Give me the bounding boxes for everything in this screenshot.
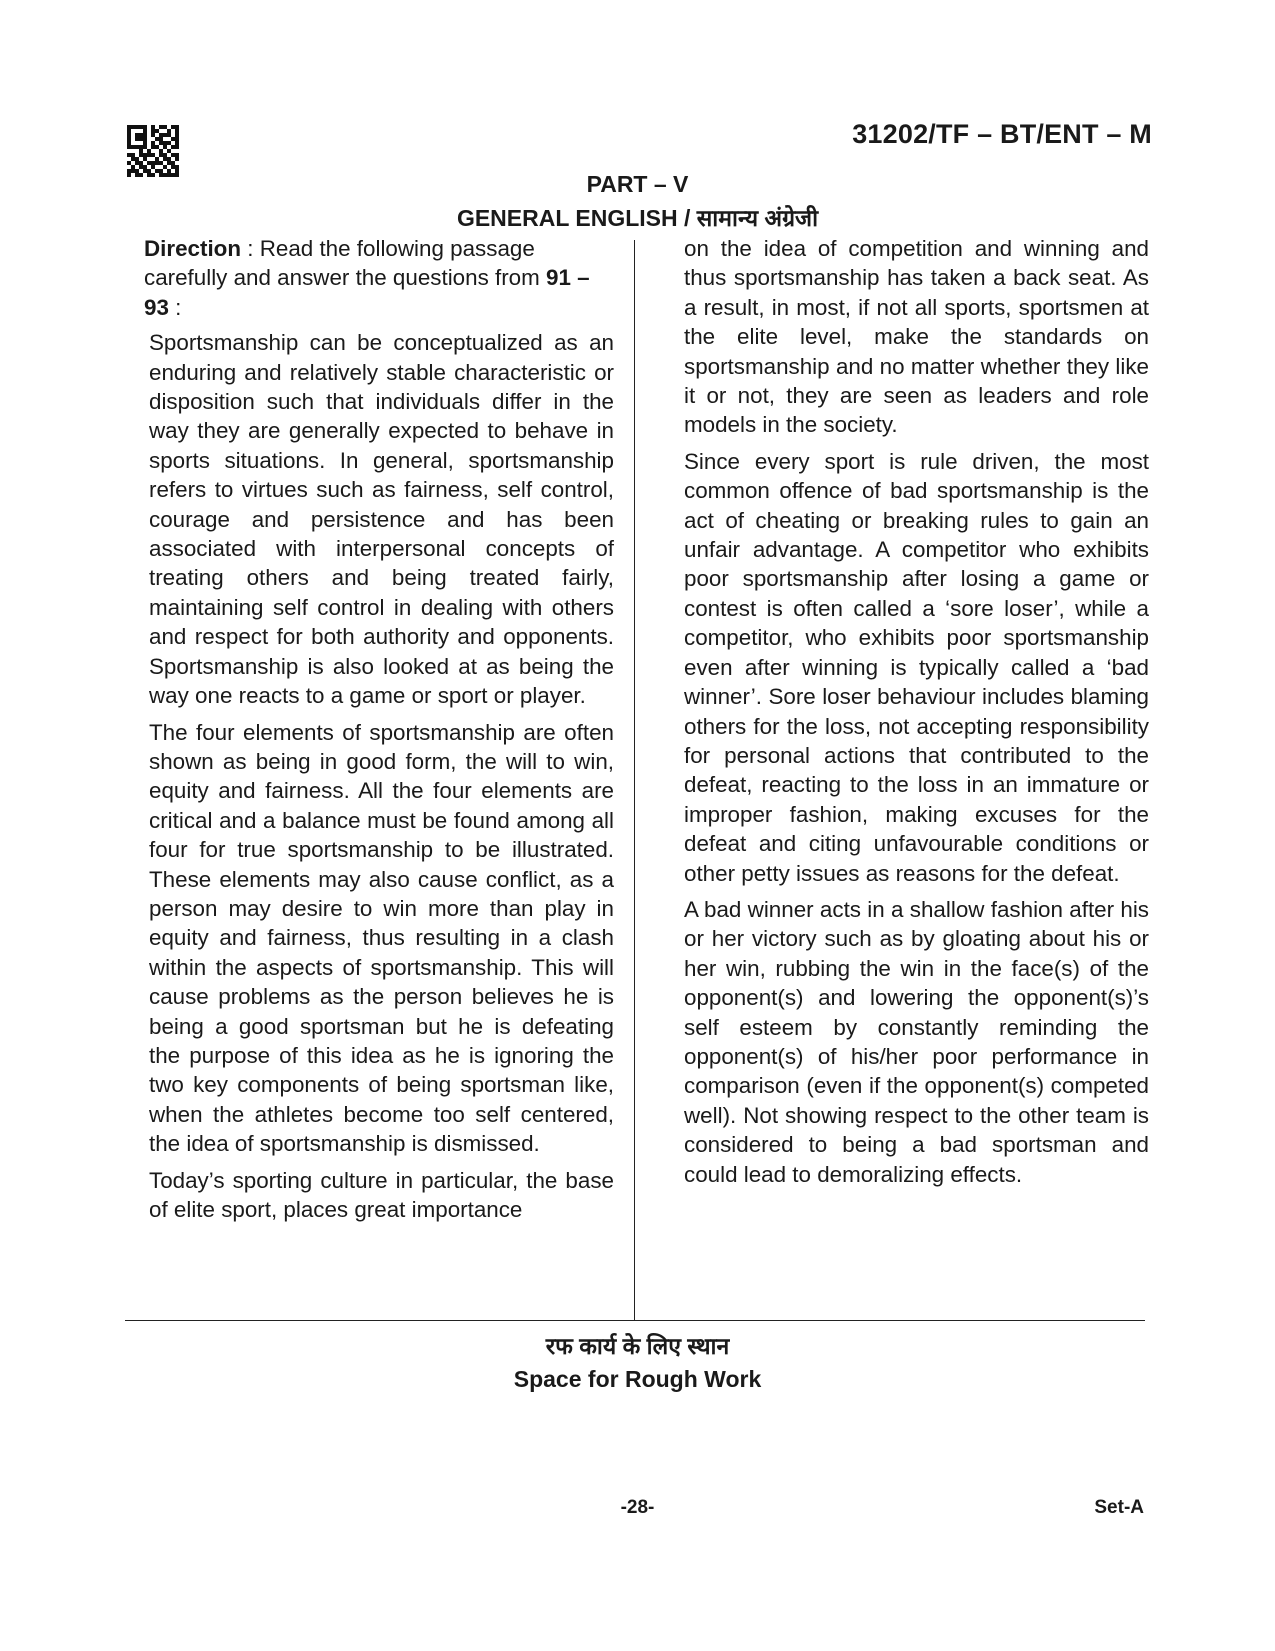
direction-label: Direction xyxy=(144,236,242,261)
qr-code-icon xyxy=(127,125,179,177)
passage-paragraph: A bad winner acts in a shallow fashion after his or her victory such as by gloating about his or her win, rubbing the win in the face(s) of the opponent(s) and lowering the opponent(s)’s self esteem by constantly reminding the opponent(s) of his/her poor performance in comparison (even if the opponent(s) competed well). Not showing respect to the other team is considered to being a bad sportsman and could lead to demoralizing effects. xyxy=(684,896,1149,1187)
passage-paragraph: The four elements of sportsmanship are often shown as being in good form, the will to win, equity and fairness. All the four elements are critical and a balance must be found among all four for true sportsmanship to be illustrated. These elements may also cause conflict, as a person may desire to win more than play in equity and fairness, thus resulting in a clash within the aspects of sportsmanship. This will cause problems as the person believes he is being a good sportsman but he is defeating the purpose of this idea as he is ignoring the two key components of being sportsman like, when the athletes become too self centered, the idea of sportsmanship is dismissed. xyxy=(149,719,614,1157)
part-heading: PART – V xyxy=(586,171,689,197)
passage-paragraph: Since every sport is rule driven, the most common offence of bad sportsmanship is the act of cheating or breaking rules to gain an unfair advantage. A competitor who exhibits poor sportsmanship after losing a game or contest is often called a ‘sore loser’, while a competitor, who exhibits poor sportsmanship even after winning is typically called a ‘bad winner’. Sore loser behaviour includes blaming others for the loss, not accepting responsibility for personal actions that contributed to the defeat, reacting to the loss in an immature or improper fashion, making excuses for the defeat and citing unfavourable conditions or other petty issues as reasons for the defeat. xyxy=(684,448,1149,886)
section-divider xyxy=(125,1320,1145,1321)
direction-body: : Read the following passage carefully and answer the questions from xyxy=(144,236,546,291)
rough-work-hindi: रफ कार्य के लिए स्थान xyxy=(545,1333,730,1359)
paper-code: 31202/TF – BT/ENT – M xyxy=(852,119,1152,149)
question-range: 91 – 93 xyxy=(144,265,590,320)
direction-suffix: : xyxy=(168,294,182,320)
passage-paragraph: on the idea of competition and winning and thus sportsmanship has taken a back seat. As a result, in most, if not all sports, sportsmen at the elite level, make the standards on sportsmanship and no matter whether they like it or not, they are seen as leaders and role models in the society. xyxy=(684,236,1149,438)
passage-paragraph: Today’s sporting culture in particular, the base of elite sport, places great importance xyxy=(149,1167,614,1222)
direction-text xyxy=(144,234,614,322)
passage-paragraph: Sportsmanship can be conceptualized as an enduring and relatively stable characteristic or disposition such that individuals differ in the way they are generally expected to behave in sports situations. In general, sportsmanship refers to virtues such as fairness, self control, courage and persistence and has been associated with interpersonal concepts of treating others and being treated fairly, maintaining self control in dealing with others and respect for both authority and opponents. Sportsmanship is also looked at as being the way one reacts to a game or sport or player. xyxy=(149,330,614,709)
left-column xyxy=(144,234,614,1231)
right-column xyxy=(684,234,1149,1196)
rough-work-english: Space for Rough Work xyxy=(513,1366,762,1392)
subject-heading: GENERAL ENGLISH / सामान्य अंग्रेजी xyxy=(456,205,819,231)
page-number: -28- xyxy=(620,1497,655,1518)
set-label: Set-A xyxy=(1094,1497,1144,1518)
column-divider xyxy=(634,240,635,1320)
